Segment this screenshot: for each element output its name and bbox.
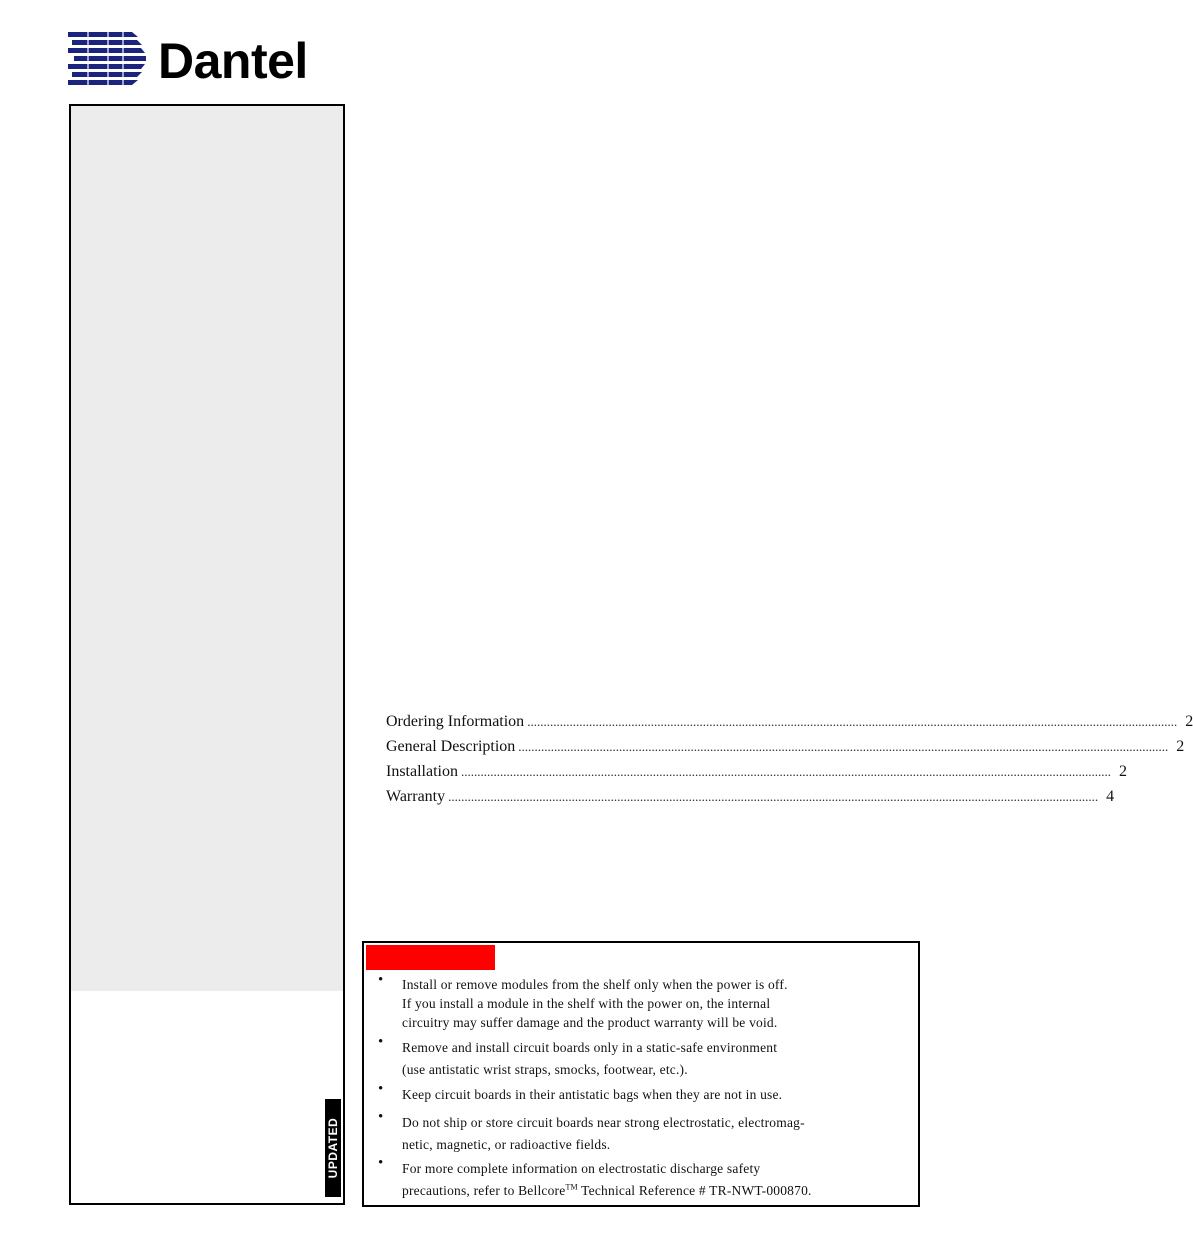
caution-item: [378, 1081, 908, 1106]
sidebar-footer-panel: [69, 991, 345, 1205]
toc-entry[interactable]: [386, 709, 1193, 734]
table-of-contents: [386, 709, 1193, 809]
toc-entry[interactable]: [386, 734, 1185, 759]
toc-entry-page: 2: [1176, 738, 1185, 755]
bullet-icon: •: [378, 1109, 384, 1125]
toc-entry-label: Warranty: [386, 788, 446, 805]
caution-line: circuitry may suffer damage and the product warranty will be void.: [402, 1015, 778, 1030]
caution-item: [378, 1155, 908, 1202]
updated-badge: [325, 1099, 341, 1197]
caution-header-tab: [366, 945, 495, 970]
caution-line: (use antistatic wrist straps, smocks, footwear, etc.).: [402, 1062, 688, 1077]
caution-line: If you install a module in the shelf with the power on, the internal: [402, 996, 771, 1011]
brand-name: Dantel: [158, 33, 308, 89]
caution-line-reference: [402, 1180, 908, 1202]
toc-entry-label: Installation: [386, 763, 458, 780]
caution-line: netic, magnetic, or radioactive fields.: [402, 1137, 611, 1152]
updated-badge-label: UPDATED: [326, 1117, 340, 1179]
caution-box: [362, 941, 920, 1207]
caution-line: For more complete information on electrostatic discharge safety: [402, 1161, 761, 1176]
toc-entry[interactable]: [386, 784, 1115, 809]
dantel-stripes-logo-icon: [68, 30, 158, 92]
bullet-icon: •: [378, 972, 384, 988]
toc-entry[interactable]: [386, 759, 1127, 784]
toc-leader-dots: ........................................................................................................................................................................................................: [518, 739, 1169, 754]
trademark-symbol: TM: [565, 1182, 578, 1192]
toc-entry-page: 2: [1185, 713, 1193, 730]
bullet-icon: •: [378, 1034, 384, 1050]
caution-line: Keep circuit boards in their antistatic bags when they are not in use.: [402, 1087, 783, 1102]
caution-line: Do not ship or store circuit boards near strong electrostatic, electromag-: [402, 1115, 805, 1130]
toc-leader-dots: ........................................................................................................................................................................................................: [527, 714, 1178, 729]
sidebar-panel: [69, 104, 345, 993]
caution-item: [378, 1034, 908, 1081]
toc-entry-label: Ordering Information: [386, 713, 525, 730]
toc-entry-page: 2: [1118, 763, 1127, 780]
toc-entry-page: 4: [1106, 788, 1115, 805]
caution-list: [378, 972, 908, 1202]
bullet-icon: •: [378, 1081, 384, 1097]
bullet-icon: •: [378, 1155, 384, 1171]
caution-item: [378, 1109, 908, 1156]
caution-line: Install or remove modules from the shelf only when the power is off.: [402, 977, 788, 992]
reference-prefix: precautions, refer to Bellcore: [402, 1183, 566, 1198]
reference-suffix: Technical Reference # TR-NWT-000870.: [577, 1183, 812, 1198]
toc-leader-dots: ........................................................................................................................................................................................................: [448, 789, 1099, 804]
toc-leader-dots: ........................................................................................................................................................................................................: [460, 764, 1111, 779]
toc-entry-label: General Description: [386, 738, 516, 755]
caution-item: [378, 972, 908, 1032]
caution-line: Remove and install circuit boards only in a static-safe environment: [402, 1040, 778, 1055]
